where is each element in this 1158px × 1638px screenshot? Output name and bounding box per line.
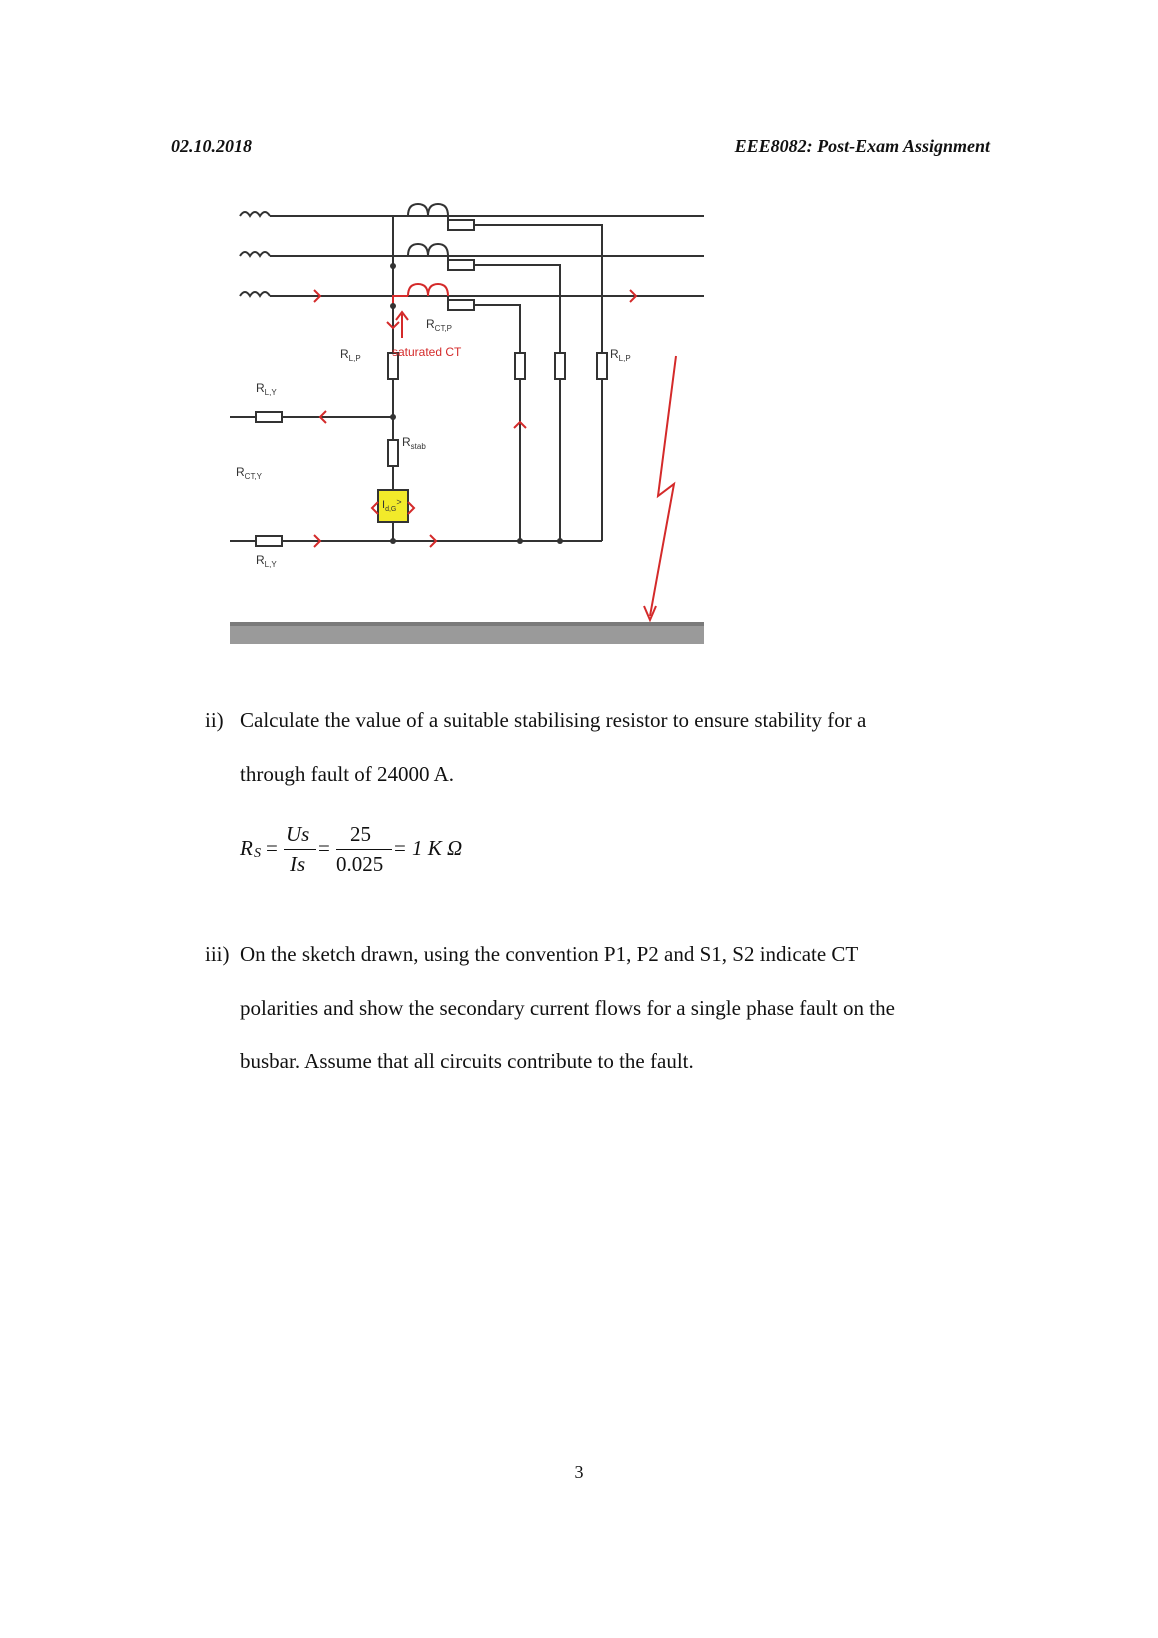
question-iii-line-3: busbar. Assume that all circuits contribute to the fault. [240, 1049, 694, 1073]
label-r-lp-left: $R_{L,P}$ [340, 347, 361, 363]
formula-lhs: R [240, 836, 253, 860]
phase-3-source-coil [240, 292, 270, 296]
ct1-secondary-left [393, 216, 408, 266]
saturated-ct-coil [408, 284, 448, 296]
r-lp-resistor-2 [555, 353, 565, 379]
header-date: 02.10.2018 [171, 136, 252, 156]
current-flow-arrows [314, 290, 636, 547]
pilot-return-2 [474, 265, 560, 353]
label-r-ly-bottom: $R_{L,Y}$ [256, 553, 277, 569]
question-iii-line-1: On the sketch drawn, using the convention P1, P2 and S1, S2 indicate CT [240, 942, 859, 966]
label-saturated-ct: saturated CT [392, 345, 462, 359]
r-lp-resistor-3 [597, 353, 607, 379]
pilot-return-3 [474, 305, 520, 353]
label-r-ly-top: $R_{L,Y}$ [256, 381, 277, 397]
label-relay: $I_{d,G}^>$ [382, 497, 402, 513]
fault-lightning-bolt [650, 356, 676, 616]
formula-numerator-2: 25 [350, 822, 371, 846]
formula-fraction-bar-2 [336, 849, 392, 850]
busbar-protection-diagram [230, 196, 710, 676]
phase-1-source-coil [240, 212, 270, 216]
header-course-title: EEE8082: Post-Exam Assignment [734, 136, 990, 156]
ct-coil-1 [408, 204, 448, 216]
wires [230, 204, 704, 546]
formula-result: 1 K Ω [412, 836, 463, 860]
formula-lhs-sub: S [254, 846, 261, 861]
pilot-return-1 [474, 225, 602, 353]
formula-eq-3: = [394, 836, 406, 860]
label-r-stab: $R_{stab}$ [402, 435, 426, 451]
ct-coil-2 [408, 244, 448, 256]
formula-eq-2: = [318, 836, 330, 860]
r-ly-bottom-resistor [256, 536, 282, 546]
ct2-resistor [448, 260, 474, 270]
question-iii-line-2: polarities and show the secondary current flows for a single phase fault on the [240, 996, 895, 1020]
formula-denominator-1: Is [290, 852, 306, 876]
question-ii-line-1: Calculate the value of a suitable stabilising resistor to ensure stability for a [240, 708, 867, 732]
ct3-resistor [448, 300, 474, 310]
ground-bar-hatch [230, 622, 704, 626]
question-ii-line-2: through fault of 24000 A. [240, 762, 455, 786]
r-lp-resistor-1 [515, 353, 525, 379]
question-ii-marker: ii) [205, 708, 224, 732]
question-iii-marker: iii) [205, 942, 230, 966]
label-r-ct-p: $R_{CT,P}$ [426, 317, 453, 333]
r-stab-resistor [388, 440, 398, 466]
formula-numerator-1: Us [286, 822, 310, 846]
phase-2-source-coil [240, 252, 270, 256]
formula-eq-1: = [266, 836, 278, 860]
ct1-resistor [448, 220, 474, 230]
r-ly-top-resistor [256, 412, 282, 422]
formula-fraction-bar-1 [284, 849, 316, 850]
page-number: 3 [574, 1462, 584, 1482]
label-r-ct-y: $R_{CT,Y}$ [236, 465, 263, 481]
formula-denominator-2: 0.025 [336, 852, 384, 876]
label-r-lp-right: $R_{L,P}$ [610, 347, 631, 363]
